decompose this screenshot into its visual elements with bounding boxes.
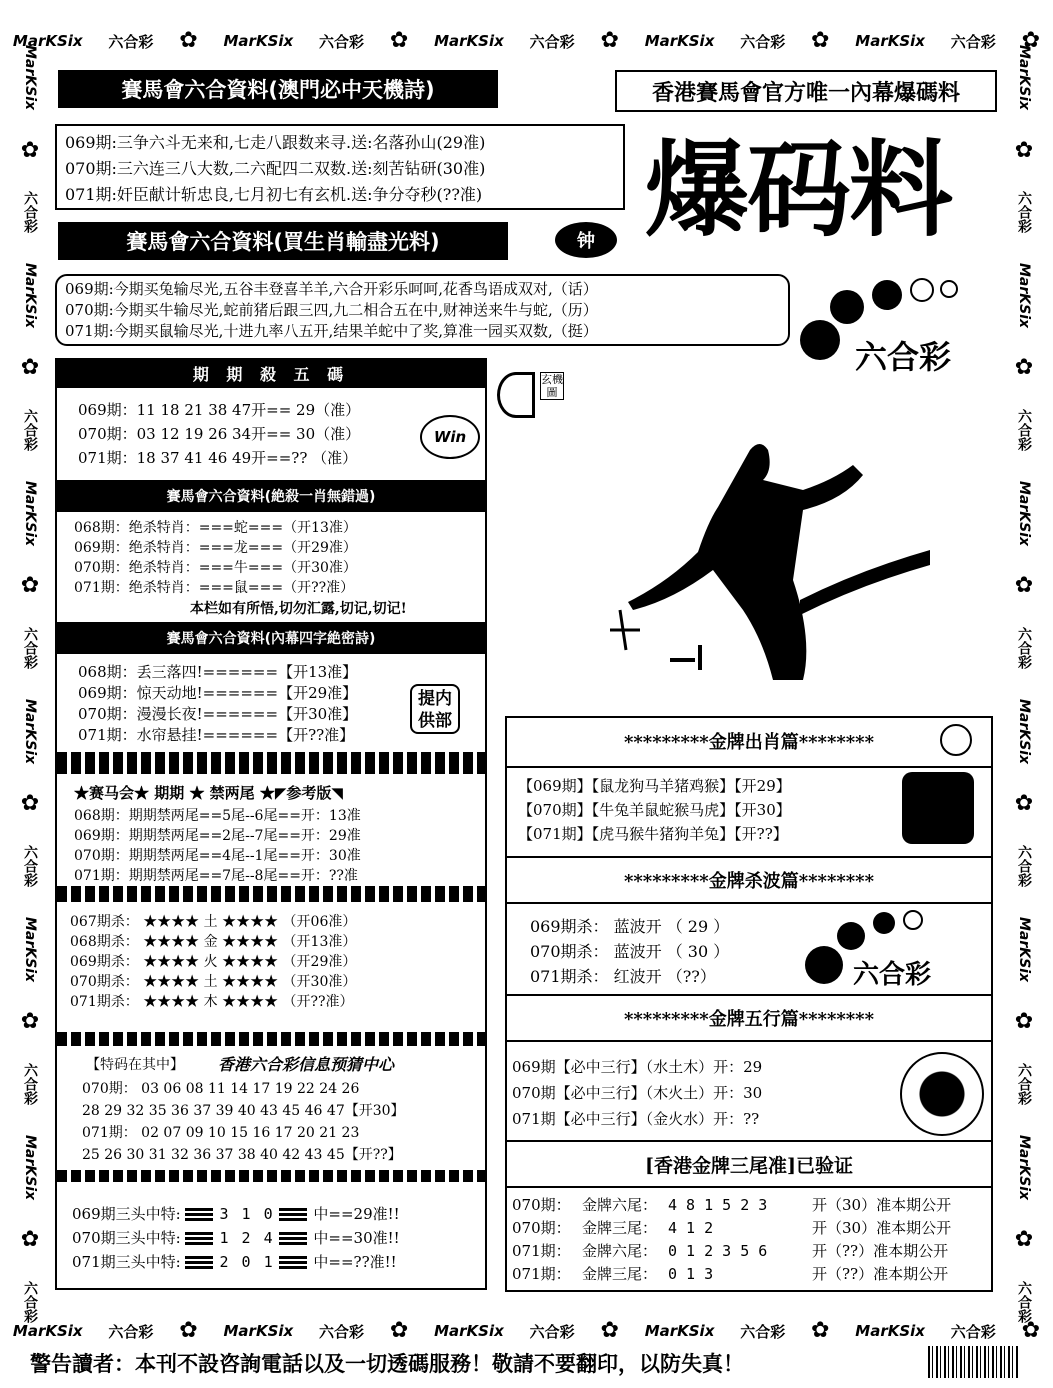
lottery-logo-text: 六合彩 xyxy=(853,960,932,990)
brand-text: MarKSix xyxy=(223,1322,294,1340)
list-item: 070期： 金牌三尾： 4 1 2 开（30）准本期公开 xyxy=(512,1219,952,1237)
footer-warning: 警告讀者：本刊不設咨詢電話以及一切透碼服務！敬請不要翻印，以防失真！ xyxy=(30,1352,744,1376)
list-item: 069期：绝杀特肖：===龙===（开29准） xyxy=(74,540,357,556)
flower-icon: ✿ xyxy=(20,573,40,599)
brand-text: 六合彩 xyxy=(22,1063,38,1106)
brand-text: 六合彩 xyxy=(950,32,996,51)
kill-zodiac-header: 賽馬會六合資料(絶殺一肖無錯過) xyxy=(55,480,487,512)
list-item: 070期：绝杀特肖：===牛===（开30准） xyxy=(74,560,357,576)
left-brand-strip xyxy=(16,30,44,1338)
bottom-brand-strip xyxy=(0,1316,1053,1346)
list-item: 071期：绝杀特肖：===鼠===（开??准） xyxy=(74,580,355,596)
list-item: 069期：期期禁两尾==2尾--7尾==开：29准 xyxy=(74,828,361,844)
brand-text: 六合彩 xyxy=(108,32,154,51)
gold-element-list xyxy=(512,1054,762,1132)
brand-text: MarKSix xyxy=(1016,1134,1032,1200)
poem-line: 070期:今期买牛输尽光,蛇前猪后跟三四,九二相合五在中,财神送来牛与蛇,（历） xyxy=(65,301,598,319)
gold-wave-header: *********金牌杀波篇******** xyxy=(505,856,993,904)
xuanji-label: 玄機圖 xyxy=(541,373,563,399)
decorative-divider xyxy=(57,886,485,902)
ban-tail-list xyxy=(74,806,361,886)
list-item: 071期： 金牌三尾： 0 1 3 开（??）准本期公开 xyxy=(512,1265,949,1283)
list-item: 070期： 金牌六尾： 4 8 1 5 2 3 开（30）准本期公开 xyxy=(512,1196,952,1214)
flower-icon: ✿ xyxy=(1014,355,1034,381)
brand-text: MarKSix xyxy=(1016,44,1032,110)
flower-icon: ✿ xyxy=(389,1318,409,1343)
brand-text: MarKSix xyxy=(434,32,504,50)
kill-zodiac-list xyxy=(74,518,357,598)
three-head-list xyxy=(72,1202,400,1274)
flower-icon: ✿ xyxy=(20,137,40,163)
list-item: 070期：03 12 19 26 34开== 30（准） xyxy=(78,425,361,443)
brand-text: MarKSix xyxy=(1016,698,1032,764)
list-item: 070期【必中三行】（木火土）开：30 xyxy=(512,1084,763,1102)
flower-icon: ✿ xyxy=(1014,1009,1034,1035)
flower-icon: ✿ xyxy=(179,28,198,53)
circle-icon xyxy=(940,724,972,756)
list-item: 070期： 03 06 08 11 14 17 19 22 24 26 xyxy=(82,1081,360,1097)
brand-text: 六合彩 xyxy=(529,1322,575,1341)
flower-icon: ✿ xyxy=(1021,1318,1041,1343)
four-char-list xyxy=(78,662,357,746)
brand-text: MarKSix xyxy=(12,32,83,50)
list-item: 071期：期期禁两尾==7尾--8尾==开：??准 xyxy=(74,868,358,884)
section-tag-poem: 賽馬會六合資料(澳門必中天機詩) xyxy=(58,70,498,108)
decorative-divider xyxy=(57,1170,485,1182)
poem-box-1 xyxy=(55,124,625,210)
flower-icon: ✿ xyxy=(811,1318,830,1343)
brand-text: 六合彩 xyxy=(1016,627,1032,670)
brand-text: 六合彩 xyxy=(1016,409,1032,452)
flower-icon: ✿ xyxy=(179,1318,198,1343)
poem-line: 071期:今期买鼠输尽光,十进九率八五开,结果羊蛇中了奖,算准一园买双数,（挺） xyxy=(65,322,598,340)
kill-zodiac-note: 本栏如有所悟,切勿汇露,切记,切记! xyxy=(190,601,407,617)
brand-text: 六合彩 xyxy=(740,1322,786,1341)
list-item: 069期【必中三行】（水土木）开：29 xyxy=(512,1058,763,1076)
flower-icon: ✿ xyxy=(20,1227,40,1253)
brand-text: 六合彩 xyxy=(1016,1280,1032,1323)
four-char-header: 賽馬會六合資料(內幕四字絶密詩) xyxy=(55,622,487,654)
bauhinia-emblem-icon xyxy=(900,1052,984,1136)
xuanji-icon xyxy=(497,372,535,418)
poem-line: 069期:三争六斗无来和,七走八跟数来寻.送:名落孙山(29准) xyxy=(65,133,486,152)
list-item: 070期：期期禁两尾==4尾--1尾==开：30准 xyxy=(74,848,361,864)
brand-text: 六合彩 xyxy=(22,409,38,452)
flower-icon: ✿ xyxy=(1014,1227,1034,1253)
brand-text: MarKSix xyxy=(22,698,38,764)
brand-text: 六合彩 xyxy=(22,1280,38,1323)
list-item: 068期：丢三落四!======【开13准】 xyxy=(78,663,358,681)
brand-text: MarKSix xyxy=(22,916,38,982)
lottery-logo-text: 六合彩 xyxy=(855,338,952,376)
brand-text: MarKSix xyxy=(1016,916,1032,982)
poem-line: 070期:三六连三八大数,二六配四二双数.送:刻苦钻研(30准) xyxy=(65,159,486,178)
right-brand-strip xyxy=(1010,28,1041,1338)
list-item: 070期杀： ★★★★ 土 ★★★★ （开30准） xyxy=(70,974,357,990)
special-list xyxy=(82,1078,405,1166)
list-item: 070期杀： 蓝波开 （ 30 ） xyxy=(530,942,730,961)
list-item: 25 26 30 31 32 36 37 38 40 42 43 45【开??】 xyxy=(82,1147,402,1163)
brand-text: MarKSix xyxy=(1016,262,1032,328)
list-item: 070期三头中特: 1 2 4 中==30准!! xyxy=(72,1229,400,1247)
list-item: 【070期】【牛兔羊鼠蛇猴马虎】【开30】 xyxy=(518,801,791,819)
flower-icon: ✿ xyxy=(811,28,830,53)
gold-zodiac-list xyxy=(518,774,791,846)
list-item: 069期三头中特: 3 1 0 中==29准!! xyxy=(72,1205,400,1223)
section-tag-zodiac: 賽馬會六合資料(買生肖輸盡光料) xyxy=(58,222,508,260)
brand-text: MarKSix xyxy=(12,1322,83,1340)
list-item: 071期： 02 07 09 10 15 16 17 20 21 23 xyxy=(82,1125,360,1141)
lottery-logo-small xyxy=(805,906,985,992)
brand-text: MarKSix xyxy=(644,32,715,50)
list-item: 071期杀： 红波开 （??） xyxy=(530,967,716,986)
gold-element-header: *********金牌五行篇******** xyxy=(505,994,993,1042)
brand-text: MarKSix xyxy=(434,1322,504,1340)
list-item: 【071期】【虎马猴牛猪狗羊兔】【开??】 xyxy=(518,825,788,843)
flower-icon: ✿ xyxy=(20,791,40,817)
brand-text: MarKSix xyxy=(22,480,38,546)
brand-text: 六合彩 xyxy=(1016,845,1032,888)
official-banner: 香港賽馬會官方唯一內幕爆碼料 xyxy=(615,70,997,112)
list-item: 069期：11 18 21 38 47开== 29（准） xyxy=(78,401,361,419)
stamp-badge: 提内供部 xyxy=(410,684,460,734)
brand-text: MarKSix xyxy=(22,262,38,328)
decorative-divider xyxy=(57,752,485,774)
brand-text: 六合彩 xyxy=(22,627,38,670)
list-item: 071期：水帘悬挂!======【开??准】 xyxy=(78,726,355,744)
kill-five-header: 期 期 殺 五 碼 xyxy=(55,358,487,388)
list-item: 071期【必中三行】（金火水）开：?? xyxy=(512,1110,760,1128)
brand-text: 六合彩 xyxy=(1016,191,1032,234)
flower-icon: ✿ xyxy=(20,355,40,381)
brand-text: 六合彩 xyxy=(529,32,575,51)
poem-box-2 xyxy=(55,274,790,346)
special-center: 香港六合彩信息预猜中心 xyxy=(218,1055,395,1074)
brand-text: 六合彩 xyxy=(1016,1063,1032,1106)
gold-wave-list xyxy=(530,914,729,989)
poem-line: 069期:今期买兔输尽光,五谷丰登喜羊羊,六合开彩乐呵呵,花香鸟语成双对,（话） xyxy=(65,280,598,298)
list-item: 071期杀： ★★★★ 木 ★★★★ （开??准） xyxy=(70,994,354,1010)
barcode-icon xyxy=(928,1346,1020,1378)
flower-icon: ✿ xyxy=(1014,573,1034,599)
flower-icon: ✿ xyxy=(600,28,619,53)
lottery-logo xyxy=(800,270,990,380)
list-item: 068期：绝杀特肖：===蛇===（开13准） xyxy=(74,520,357,536)
brand-text: MarKSix xyxy=(22,1134,38,1200)
gold-zodiac-header: *********金牌出肖篇******** xyxy=(505,716,993,768)
list-item: 069期杀： ★★★★ 火 ★★★★ （开29准） xyxy=(70,954,357,970)
portrait-image xyxy=(902,772,974,844)
list-item: 070期：漫漫长夜!======【开30准】 xyxy=(78,705,358,723)
element-kill-list xyxy=(70,912,356,1012)
dancer-illustration xyxy=(600,430,940,680)
brand-text: MarKSix xyxy=(644,1322,715,1340)
list-item: 071期三头中特: 2 0 1 中==??准!! xyxy=(72,1253,397,1271)
flower-icon: ✿ xyxy=(1021,28,1041,53)
ban-tail-title: ★赛马会★ 期期 ★ 禁两尾 ★◤参考版◥ xyxy=(74,784,343,802)
brand-text: MarKSix xyxy=(855,32,925,50)
poem-line: 071期:奸臣献计斩忠良,七月初七有玄机.送:争分夺秒(??准) xyxy=(65,185,483,204)
kill-five-list xyxy=(78,398,360,470)
list-item: 28 29 32 35 36 37 39 40 43 45 46 47【开30】 xyxy=(82,1103,405,1119)
flower-icon: ✿ xyxy=(389,28,409,53)
list-item: 071期：18 37 41 46 49开==?? （准） xyxy=(78,449,358,467)
brand-text: MarKSix xyxy=(223,32,294,50)
list-item: 071期： 金牌六尾： 0 1 2 3 5 6 开（??）准本期公开 xyxy=(512,1242,949,1260)
flower-icon: ✿ xyxy=(600,1318,619,1343)
top-brand-strip xyxy=(0,26,1053,56)
brand-text: MarKSix xyxy=(22,44,38,110)
brand-text: 六合彩 xyxy=(22,191,38,234)
list-item: 069期：惊天动地!======【开29准】 xyxy=(78,684,358,702)
flower-icon: ✿ xyxy=(1014,137,1034,163)
flower-icon: ✿ xyxy=(20,1009,40,1035)
brand-text: MarKSix xyxy=(855,1322,925,1340)
brand-text: 六合彩 xyxy=(319,32,365,51)
clock-logo-icon: 钟 xyxy=(555,222,617,258)
brand-text: 六合彩 xyxy=(319,1322,365,1341)
special-tag: 【特码在其中】 xyxy=(86,1057,184,1073)
brand-text: 六合彩 xyxy=(22,845,38,888)
big-title: 爆码料 xyxy=(645,129,952,251)
brand-text: 六合彩 xyxy=(950,1322,996,1341)
list-item: 067期杀： ★★★★ 土 ★★★★ （开06准） xyxy=(70,914,357,930)
decorative-divider xyxy=(57,1032,485,1046)
flower-icon: ✿ xyxy=(1014,791,1034,817)
brand-text: MarKSix xyxy=(1016,480,1032,546)
list-item: 068期：期期禁两尾==5尾--6尾==开：13准 xyxy=(74,808,361,824)
list-item: 068期杀： ★★★★ 金 ★★★★ （开13准） xyxy=(70,934,357,950)
brand-text: 六合彩 xyxy=(108,1322,154,1341)
win-logo-icon: Win xyxy=(420,415,480,459)
list-item: 069期杀： 蓝波开 （ 29 ） xyxy=(530,917,730,936)
brand-text: 六合彩 xyxy=(740,32,786,51)
gold-tail-list xyxy=(512,1194,988,1286)
list-item: 【069期】【鼠龙狗马羊猪鸡猴】【开29】 xyxy=(518,777,791,795)
gold-tail-header: [香港金牌三尾准]已验证 xyxy=(505,1140,993,1188)
